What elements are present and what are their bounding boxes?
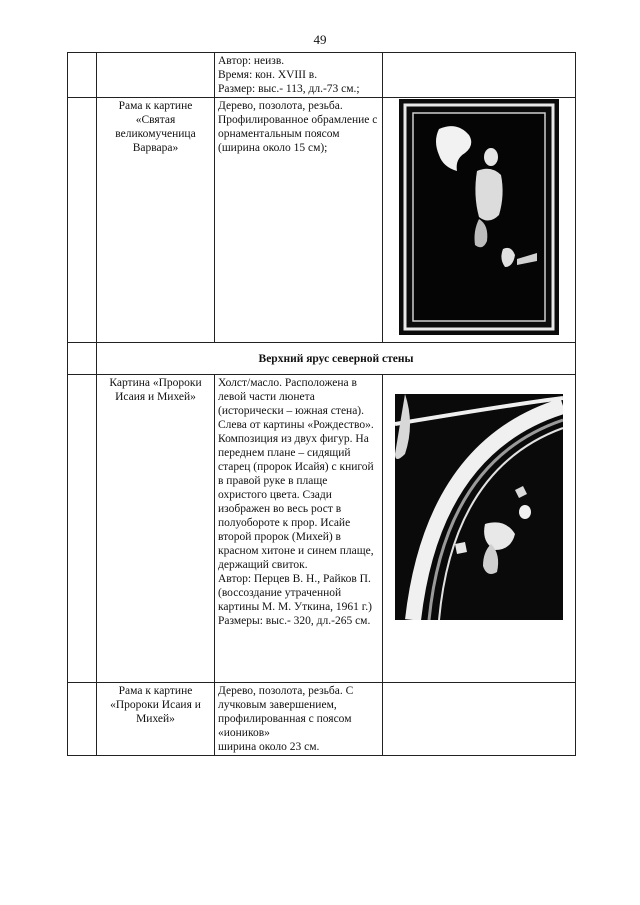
framed-painting-photo [399,99,559,335]
description-line: Автор: неизв. [218,55,285,67]
description-line: Размеры: выс.- 320, дл.-265 см. [218,615,371,627]
description-cell [215,683,383,756]
number-cell [68,98,97,343]
description-cell [215,53,383,98]
description-line: Размер: выс.- 113, дл.-73 см.; [218,83,360,95]
lunette-painting-photo [395,394,563,620]
number-cell [68,375,97,683]
object-name-cell: Картина «Пророки Исаия и Михей» [97,375,215,683]
table-row [68,375,576,683]
section-title: Верхний ярус северной стены [97,343,576,375]
description-cell [215,98,383,343]
description-line: Холст/масло. Расположена в левой части люнета (исторически – южная стена). Слева от картины «Рождество». Композиция из двух фигур. На переднем плане – сидящий старец (пророк Исайя) с книгой в правой руке в плаще охристого цвета. Сзади изображен во весь рост в полуобороте к прор. Исайе второй пророк (Михей) в красном хитоне и синем плаще, держащий свиток. [218,377,374,571]
description-line: Дерево, позолота, резьба. С лучковым завершением, профилированная с поясом «иоников» [218,685,354,739]
description-line: Автор: Перцев В. Н., Райков П. (воссоздание утраченной картины М. М. Уткина, 1961 г.) [218,573,372,613]
photo-cell [383,53,576,98]
page-number: 49 [313,32,327,47]
number-cell [68,343,97,375]
description-line: Дерево, позолота, резьба. [218,100,343,112]
number-cell [68,53,97,98]
number-cell [68,683,97,756]
table-row [68,683,576,756]
section-row [68,343,576,375]
object-name-cell: Рама к картине «Пророки Исаия и Михей» [97,683,215,756]
description-line: Профилированное обрамление с орнаментальным поясом (ширина около 15 см); [218,114,378,154]
table-row [68,98,576,343]
description-line: Время: кон. XVIII в. [218,69,318,81]
photo-cell [383,375,576,683]
object-name-cell [97,53,215,98]
photo-cell [383,683,576,756]
inventory-table [67,52,576,756]
table-row [68,53,576,98]
description-line: ширина около 23 см. [218,741,320,753]
object-name-cell: Рама к картине «Святая великомученица Варвара» [97,98,215,343]
description-cell [215,375,383,683]
photo-cell [383,98,576,343]
